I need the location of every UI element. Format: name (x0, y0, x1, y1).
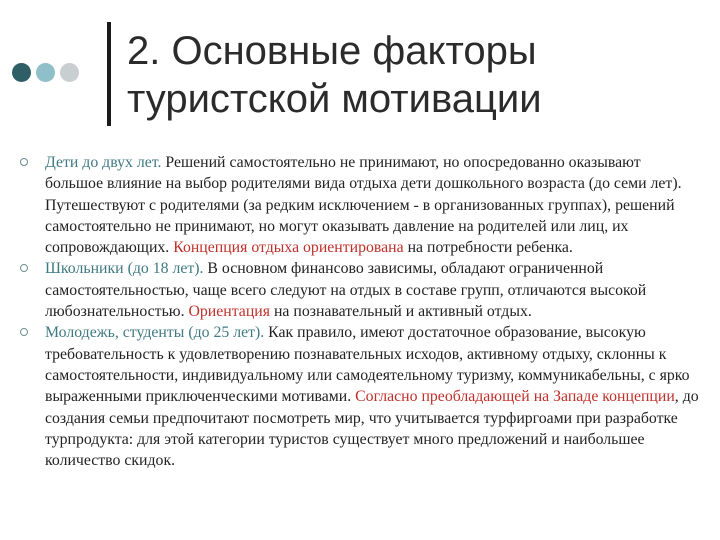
dot-light-blue (36, 63, 55, 82)
list-item (20, 322, 700, 471)
bullet-list (20, 152, 700, 471)
list-item (20, 152, 700, 258)
item-text: Как правило, имеют достаточное образование, высокую требовательность к удовлетворению познавательных исходов, активному отдыху, склонны к самостоятельности, индивидуальному или самодеятельному туризму, коммуникабельны, с ярко выраженными приключенческими мотивами. (45, 324, 690, 406)
dot-dark (12, 63, 31, 82)
decorative-dots (12, 63, 79, 82)
bullet-icon (20, 158, 28, 166)
item-text-end: на познавательный и активный отдых. (270, 303, 532, 321)
item-text-end: на потребности ребенка. (403, 239, 573, 257)
item-highlight: Согласно преобладающей на Западе концепции (355, 388, 675, 406)
list-item (20, 258, 700, 322)
page-title (127, 27, 697, 123)
item-highlight: Концепция отдыха ориентирована (173, 239, 404, 257)
item-text: Решений самостоятельно не принимают, но опосредованно оказывают большое влияние на выбор родителями вида отдыха дети дошкольного возраста (до семи лет). Путешествуют с родителями (за редким исключением - в организованных группах), решений самостоятельно не принимают, но могут оказывать давление на родителей или лиц, их сопровождающих. (45, 154, 682, 257)
item-heading: Школьники (до 18 лет). (45, 260, 204, 278)
item-highlight: Ориентация (188, 303, 270, 321)
title-line-1: 2. Основные факторы (127, 29, 537, 73)
title-line-2: туристской мотивации (127, 77, 542, 121)
bullet-icon (20, 264, 28, 272)
item-text-end: , до создания семьи предпочитают посмотреть мир, что учитывается турфиргоами при разработке турпродукта: для этой категории туристов существует много предложений и наибольшее количество скидок. (45, 388, 699, 470)
bullet-icon (20, 328, 28, 336)
title-divider (107, 22, 111, 126)
item-text: В основном финансово зависимы, обладают ограниченной самостоятельностью, чаще всего следуют на отдых в составе групп, отличаются высокой любознательностью. (45, 260, 647, 321)
item-heading: Дети до двух лет. (45, 154, 162, 171)
item-heading: Молодежь, студенты (до 25 лет). (45, 324, 265, 342)
dot-gray (60, 63, 79, 82)
